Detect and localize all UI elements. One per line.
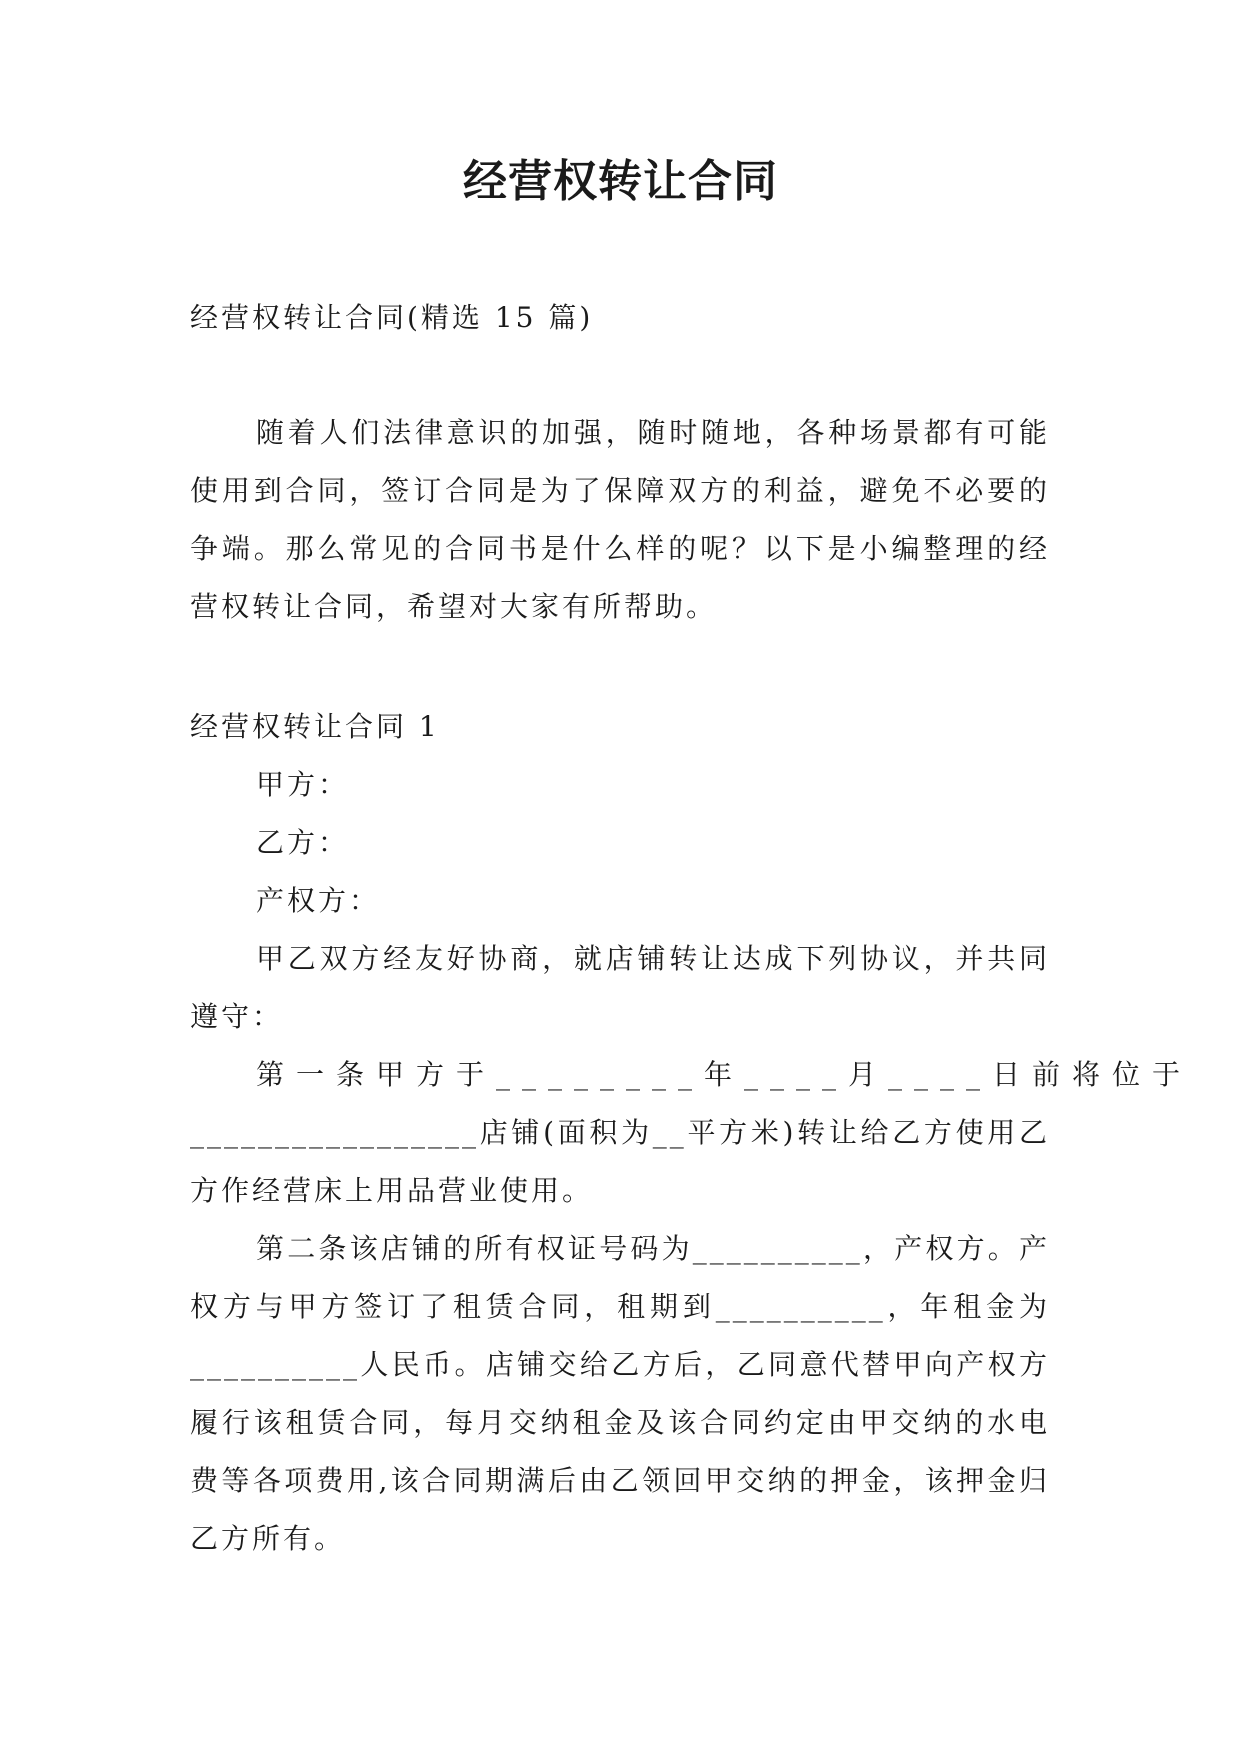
property-owner-label: 产权方：	[256, 884, 381, 917]
document-title: 经营权转让合同	[463, 156, 778, 207]
contract-section	[190, 698, 1193, 1568]
party-b-label: 乙方：	[256, 826, 350, 859]
article-2-paragraph: 第二条该店铺的所有权证号码为__________，产权方。产权方与甲方签订了租赁合同，租期到__________，年租金为__________人民币。店铺交给乙方后，乙同意代替甲向产权方履行该租赁合同，每月交纳租金及该合同约定由甲交纳的水电费等各项费用,该合同期满后由乙领回甲交纳的押金，该押金归乙方所有。	[190, 1232, 1050, 1555]
article-1-paragraph: _________________店铺(面积为__平方米)转让给乙方使用乙方作经营床上用品营业使用。	[190, 1116, 1050, 1207]
article-1-first-line: 第一条甲方于________年____月____日前将位于	[256, 1058, 1193, 1091]
agreement-intro-paragraph: 甲乙双方经友好协商，就店铺转让达成下列协议，并共同遵守：	[190, 942, 1050, 1033]
intro-paragraph: 随着人们法律意识的加强，随时随地，各种场景都有可能使用到合同，签订合同是为了保障双方的利益，避免不必要的争端。那么常见的合同书是什么样的呢？以下是小编整理的经营权转让合同，希望对大家有所帮助。	[190, 416, 1050, 623]
party-a-label: 甲方：	[256, 768, 350, 801]
section-title: 经营权转让合同 1	[190, 710, 440, 743]
document-subtitle: 经营权转让合同(精选 15 篇)	[190, 301, 594, 334]
